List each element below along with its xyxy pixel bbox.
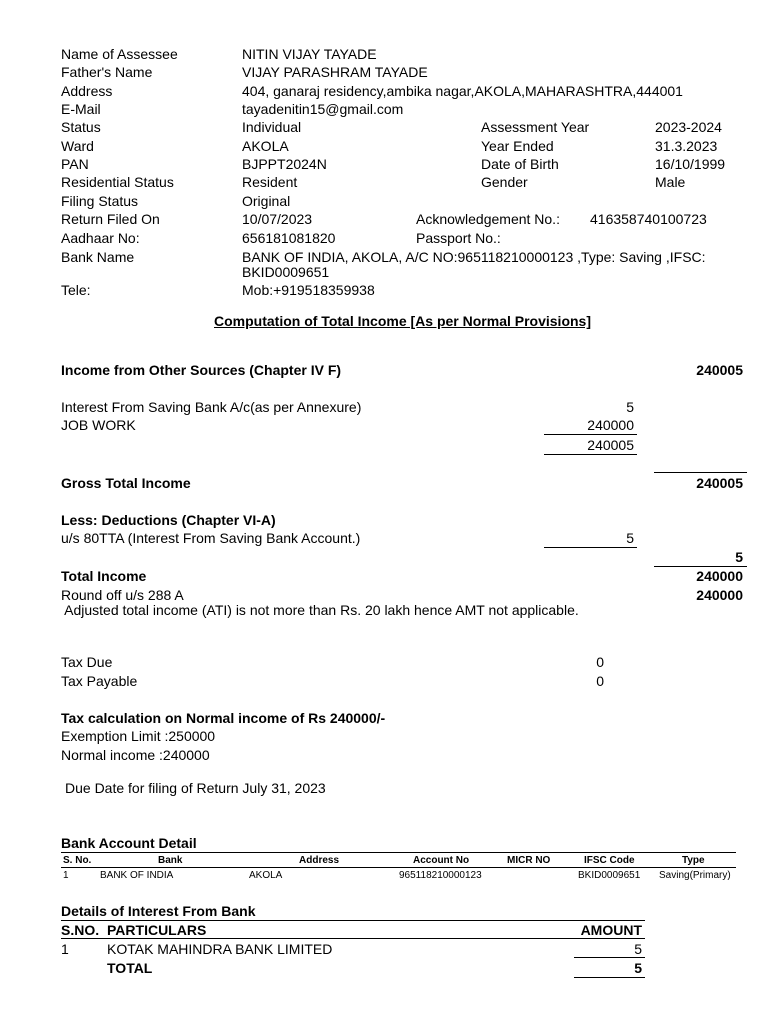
tele-label: Tele:	[61, 282, 91, 298]
address-label: Address	[61, 83, 113, 99]
email-value: tayadenitin15@gmail.com	[242, 101, 404, 117]
name-label: Name of Assessee	[61, 46, 178, 62]
filed-on-label: Return Filed On	[61, 211, 160, 227]
gti-rule	[654, 472, 747, 473]
bank-value-line1: BANK OF INDIA, AKOLA, A/C NO:965118210000123 ,Type: Saving ,IFSC:	[242, 249, 706, 265]
bank-th-ifsc: IFSC Code	[584, 855, 635, 866]
bank-td-account: 965118210000123	[399, 870, 482, 881]
status-value: Individual	[242, 119, 302, 135]
aadhaar-value: 656181081820	[242, 230, 336, 246]
interest-th-sno: S.NO.	[61, 922, 100, 938]
bank-th-bank: Bank	[158, 855, 183, 866]
aadhaar-label: Aadhaar No:	[61, 230, 140, 246]
tax-due-value: 0	[596, 654, 604, 670]
ward-label: Ward	[61, 138, 94, 154]
interest-total-rule	[574, 957, 645, 958]
interest-td-amount: 5	[634, 941, 642, 957]
residential-value: Resident	[242, 174, 298, 190]
round-off-value: 240000	[696, 587, 743, 603]
amt-note: Adjusted total income (ATI) is not more than Rs. 20 lakh hence AMT not applicable.	[61, 602, 579, 618]
other-sources-label: Income from Other Sources (Chapter IV F)	[61, 362, 342, 378]
deductions-total: 5	[735, 549, 743, 565]
job-work-label: JOB WORK	[61, 417, 136, 433]
interest-table-header-rule	[61, 938, 645, 939]
round-off-label: Round off u/s 288 A	[61, 587, 184, 603]
ay-label: Assessment Year	[481, 119, 590, 135]
bank-th-micr: MICR NO	[507, 855, 551, 866]
total-income-value: 240000	[696, 568, 743, 584]
filing-value: Original	[242, 193, 291, 209]
name-value: NITIN VIJAY TAYADE	[242, 46, 377, 62]
total-income-label: Total Income	[61, 568, 147, 584]
bank-value-line2: BKID0009651	[242, 264, 330, 280]
tta-value: 5	[626, 530, 634, 546]
exemption-limit: Exemption Limit :250000	[61, 728, 216, 744]
interest-td-sno: 1	[61, 941, 69, 957]
ack-label: Acknowledgement No.:	[416, 211, 560, 227]
gender-value: Male	[655, 174, 686, 190]
interest-total-label: TOTAL	[107, 960, 153, 976]
year-ended-label: Year Ended	[481, 138, 554, 154]
ack-value: 416358740100723	[590, 211, 707, 227]
father-value: VIJAY PARASHRAM TAYADE	[242, 64, 428, 80]
bank-td-address: AKOLA	[249, 870, 283, 881]
interest-total-value: 5	[634, 960, 642, 976]
pan-label: PAN	[61, 156, 89, 172]
bank-td-ifsc: BKID0009651	[578, 870, 641, 881]
interest-th-particulars: PARTICULARS	[107, 922, 207, 938]
bank-td-sno: 1	[63, 870, 69, 881]
tta-rule	[544, 547, 637, 548]
tta-label: u/s 80TTA (Interest From Saving Bank Account.)	[61, 530, 361, 546]
interest-td-particulars: KOTAK MAHINDRA BANK LIMITED	[107, 941, 333, 957]
bank-td-type: Saving(Primary)	[659, 870, 731, 881]
gender-label: Gender	[481, 174, 528, 190]
bank-label: Bank Name	[61, 249, 135, 265]
address-value: 404, ganaraj residency,ambika nagar,AKOLA,MAHARASHTRA,444001	[242, 83, 683, 99]
email-label: E-Mail	[61, 101, 101, 117]
tax-calc-title: Tax calculation on Normal income of Rs 240000/-	[61, 710, 386, 726]
normal-income: Normal income :240000	[61, 747, 210, 763]
deductions-label: Less: Deductions (Chapter VI-A)	[61, 512, 276, 528]
job-work-value: 240000	[587, 417, 634, 433]
interest-value: 5	[626, 399, 634, 415]
interest-label: Interest From Saving Bank A/c(as per Annexure)	[61, 399, 362, 415]
tele-value: Mob:+919518359938	[242, 282, 375, 298]
bank-th-account: Account No	[413, 855, 470, 866]
filed-on-value: 10/07/2023	[242, 211, 313, 227]
dob-label: Date of Birth	[481, 156, 559, 172]
interest-total-bottom-rule	[574, 977, 645, 978]
bank-th-sno: S. No.	[63, 855, 92, 866]
interest-detail-title: Details of Interest From Bank	[61, 903, 256, 919]
residential-label: Residential Status	[61, 174, 174, 190]
status-label: Status	[61, 119, 101, 135]
subtotal-value: 240005	[587, 437, 634, 453]
subtotal-top-rule	[544, 434, 637, 435]
interest-th-amount: AMOUNT	[580, 922, 642, 938]
computation-title: Computation of Total Income [As per Normal Provisions]	[214, 313, 591, 329]
bank-detail-title: Bank Account Detail	[61, 835, 197, 851]
other-sources-total: 240005	[696, 362, 743, 378]
bank-td-bank: BANK OF INDIA	[100, 870, 174, 881]
deductions-rule	[654, 566, 747, 567]
passport-label: Passport No.:	[416, 230, 501, 246]
father-label: Father's Name	[61, 64, 153, 80]
tax-due-label: Tax Due	[61, 654, 113, 670]
gti-value: 240005	[696, 475, 743, 491]
filing-label: Filing Status	[61, 193, 139, 209]
bank-th-type: Type	[682, 855, 705, 866]
due-date: Due Date for filing of Return July 31, 2023	[65, 780, 326, 796]
subtotal-bottom-rule	[544, 454, 637, 455]
tax-payable-label: Tax Payable	[61, 673, 138, 689]
pan-value: BJPPT2024N	[242, 156, 327, 172]
tax-payable-value: 0	[596, 673, 604, 689]
ward-value: AKOLA	[242, 138, 289, 154]
ay-value: 2023-2024	[655, 119, 722, 135]
dob-value: 16/10/1999	[655, 156, 726, 172]
interest-table-top-rule	[61, 920, 645, 921]
gti-label: Gross Total Income	[61, 475, 191, 491]
bank-th-address: Address	[299, 855, 340, 866]
bank-table-top-rule	[61, 852, 736, 853]
year-ended-value: 31.3.2023	[655, 138, 718, 154]
bank-table-header-rule	[61, 867, 736, 868]
